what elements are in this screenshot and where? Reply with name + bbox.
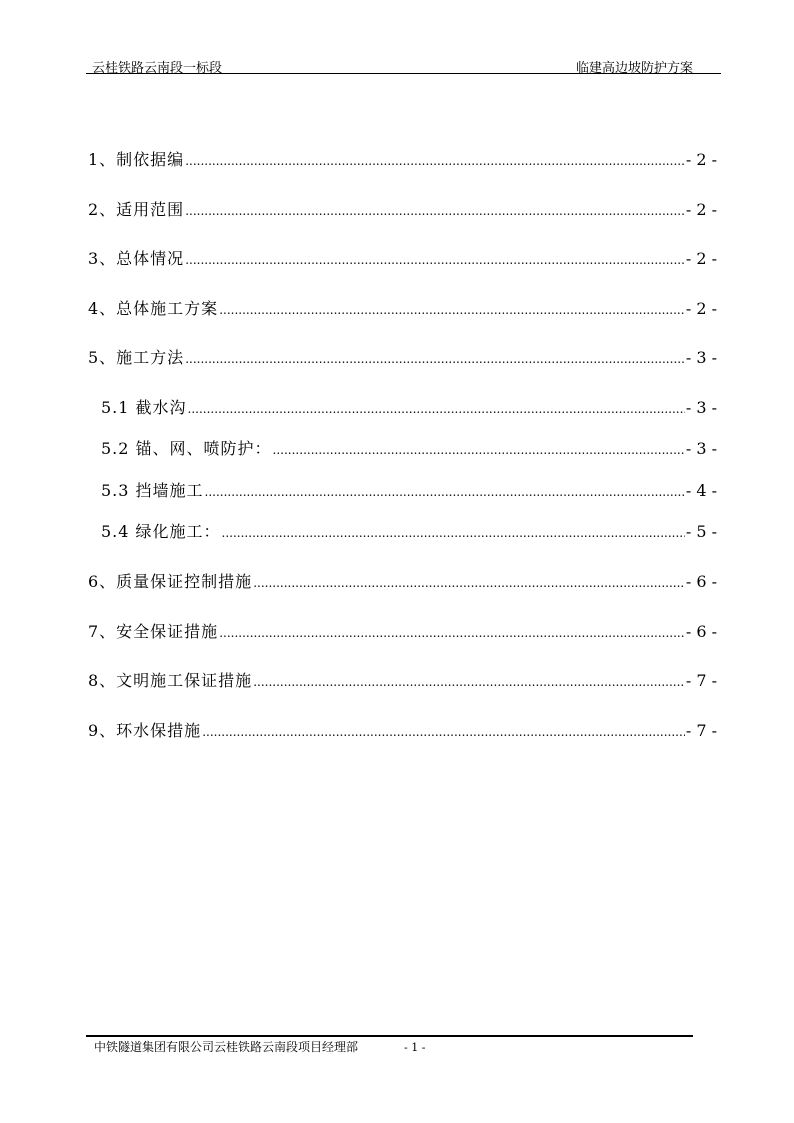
toc-entry-label: 7、安全保证措施	[88, 622, 219, 641]
toc-entry-label: 5.2 锚、网、喷防护：	[101, 439, 272, 458]
toc-leader-dots	[253, 573, 685, 593]
header-document-title: 临建高边坡防护方案	[575, 61, 693, 76]
toc-entry-page: - 2 -	[685, 150, 717, 169]
toc-entry-label: 6、质量保证控制措施	[88, 572, 253, 591]
toc-entry-7[interactable]	[88, 622, 717, 643]
header-project-name: 云桂铁路云南段一标段	[92, 61, 223, 76]
toc-entry-5-1[interactable]	[101, 398, 717, 419]
toc-entry-6[interactable]	[88, 572, 717, 593]
toc-entry-label: 5.4 绿化施工：	[101, 522, 221, 541]
toc-entry-label: 1、制依据编	[88, 150, 185, 169]
toc-entry-label: 5.1 截水沟	[101, 398, 187, 417]
toc-entry-page: - 4 -	[685, 481, 717, 500]
toc-leader-dots	[188, 399, 685, 419]
toc-entry-5[interactable]	[88, 348, 717, 369]
page-header	[86, 56, 721, 76]
footer-page-number: - 1 -	[404, 1041, 426, 1054]
footer-company: 中铁隧道集团有限公司云桂铁路云南段项目经理部	[94, 1040, 359, 1054]
toc-entry-label: 8、文明施工保证措施	[88, 671, 253, 690]
toc-entry-8[interactable]	[88, 671, 717, 692]
toc-entry-label: 5、施工方法	[88, 348, 185, 367]
toc-leader-dots	[185, 151, 685, 171]
toc-entry-label: 5.3 挡墙施工	[101, 481, 204, 500]
toc-leader-dots	[205, 482, 685, 502]
toc-entry-page: - 3 -	[685, 439, 717, 458]
toc-entry-5-2[interactable]	[101, 439, 717, 460]
toc-leader-dots	[219, 623, 685, 643]
toc-entry-page: - 3 -	[685, 348, 717, 367]
footer-divider	[86, 1035, 693, 1037]
toc-leader-dots	[185, 250, 685, 270]
toc-leader-dots	[185, 349, 685, 369]
toc-entry-page: - 3 -	[685, 398, 717, 417]
toc-entry-page: - 5 -	[685, 522, 717, 541]
toc-entry-9[interactable]	[88, 721, 717, 742]
toc-entry-label: 9、环水保措施	[88, 721, 202, 740]
toc-entry-1[interactable]	[88, 150, 717, 171]
toc-entry-4[interactable]	[88, 299, 717, 320]
toc-entry-page: - 6 -	[685, 622, 717, 641]
toc-entry-page: - 2 -	[685, 200, 717, 219]
toc-entry-page: - 2 -	[685, 249, 717, 268]
toc-entry-label: 3、总体情况	[88, 249, 185, 268]
toc-leader-dots	[222, 523, 685, 543]
toc-entry-label: 4、总体施工方案	[88, 299, 219, 318]
toc-entry-page: - 2 -	[685, 299, 717, 318]
toc-leader-dots	[185, 201, 685, 221]
toc-leader-dots	[202, 722, 685, 742]
toc-entry-5-4[interactable]	[101, 522, 717, 543]
toc-entry-page: - 7 -	[685, 721, 717, 740]
toc-entry-5-3[interactable]	[101, 481, 717, 502]
toc-entry-2[interactable]	[88, 200, 717, 221]
toc-leader-dots	[273, 440, 685, 460]
header-divider	[86, 73, 721, 74]
toc-leader-dots	[219, 300, 685, 320]
toc-entry-label: 2、适用范围	[88, 200, 185, 219]
toc-entry-page: - 6 -	[685, 572, 717, 591]
toc-entry-3[interactable]	[88, 249, 717, 270]
toc-entry-page: - 7 -	[685, 671, 717, 690]
toc-leader-dots	[253, 672, 685, 692]
